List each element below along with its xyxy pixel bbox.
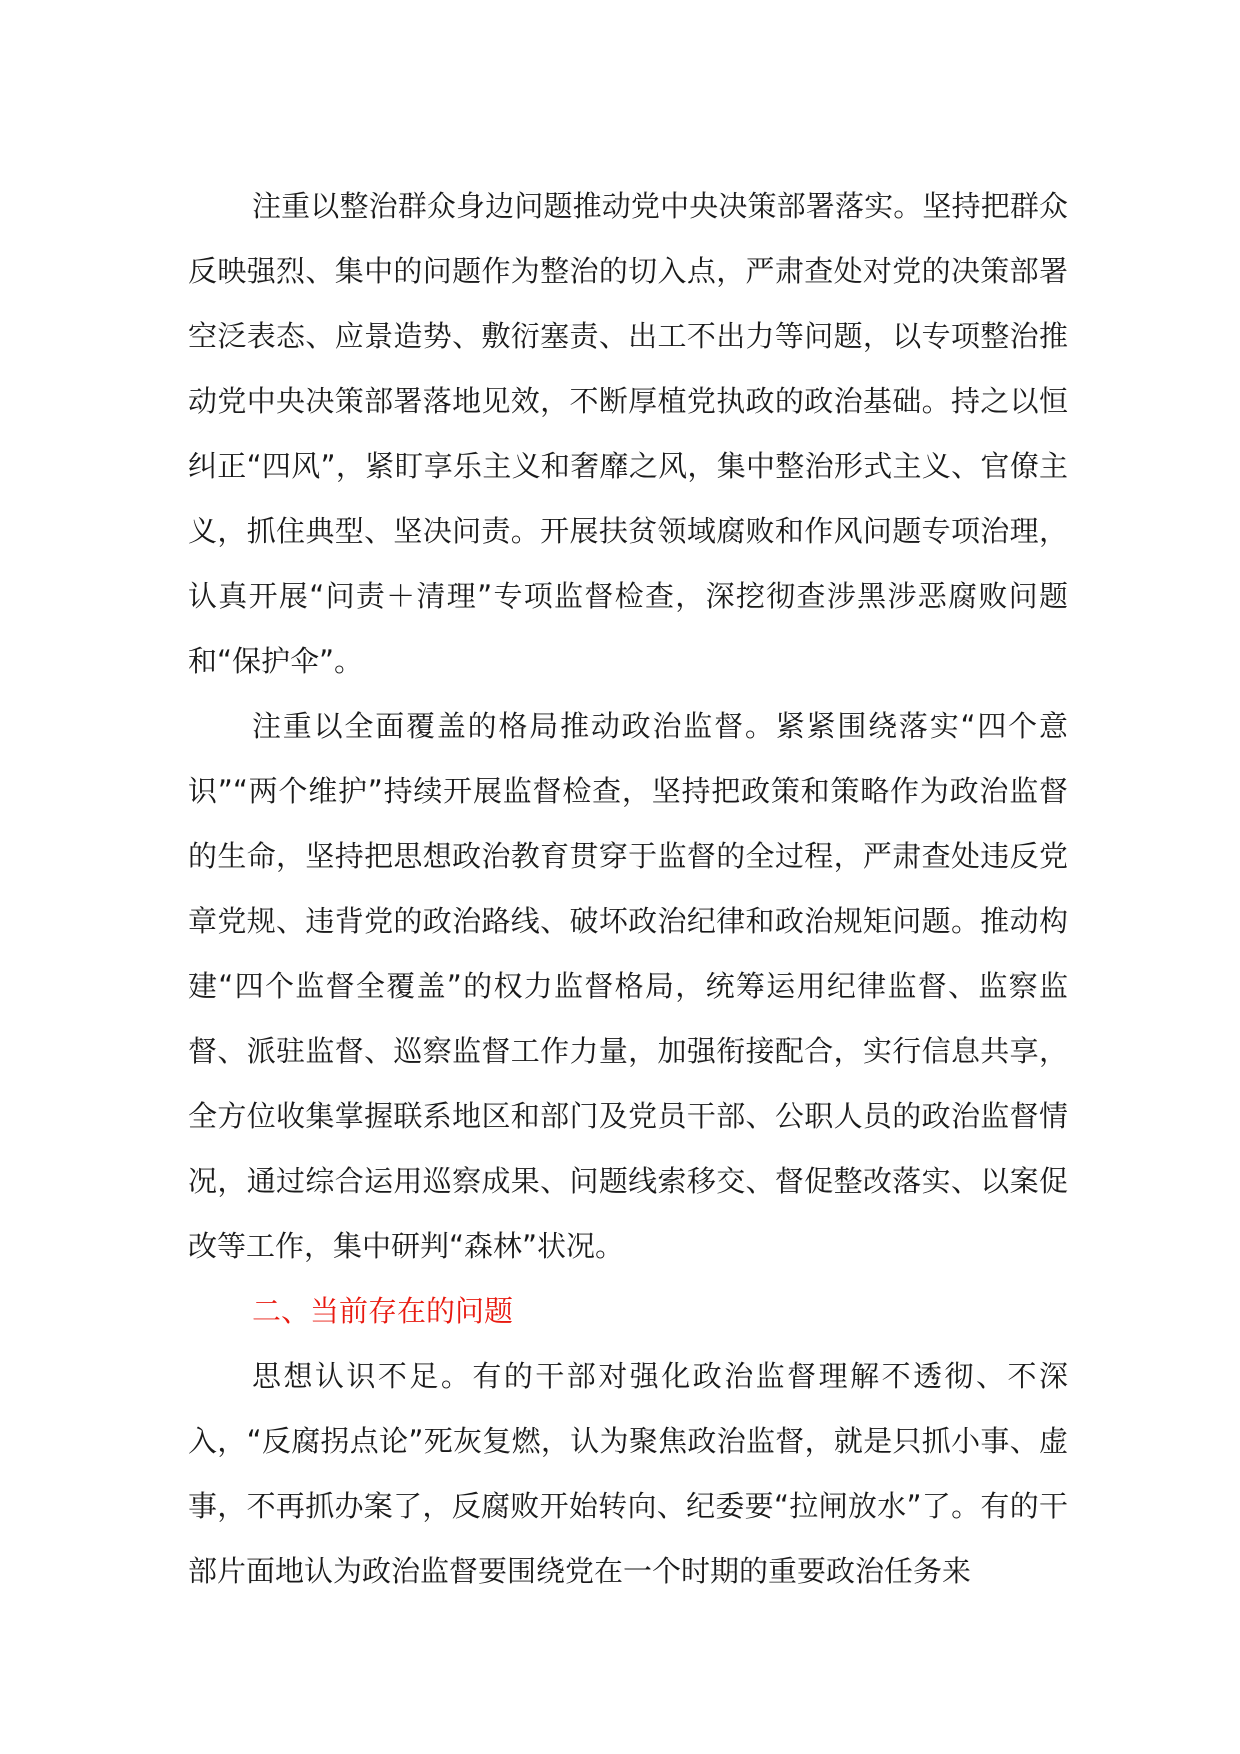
body-paragraph-1: 注重以整治群众身边问题推动党中央决策部署落实。坚持把群众反映强烈、集中的问题作为整治的切入点，严肃查处对党的决策部署空泛表态、应景造势、敷衍塞责、出工不出力等问题，以专项整治推动党中央决策部署落地见效，不断厚植党执政的政治基础。持之以恒纠正“四风”，紧盯享乐主义和奢靡之风，集中整治形式主义、官僚主义，抓住典型、坚决问责。开展扶贫领域腐败和作风问题专项治理，认真开展“问责＋清理”专项监督检查，深挖彻查涉黑涉恶腐败问题和“保护伞”。 <box>188 189 1068 678</box>
section-heading: 二、当前存在的问题 <box>252 1294 514 1328</box>
body-paragraph-3: 思想认识不足。有的干部对强化政治监督理解不透彻、不深入，“反腐拐点论”死灰复燃，认为聚焦政治监督，就是只抓小事、虚事，不再抓办案了，反腐败开始转向、纪委要“拉闸放水”了。有的干部片面地认为政治监督要围绕党在一个时期的重要政治任务来 <box>188 1359 1068 1588</box>
document-body <box>188 174 1068 1604</box>
body-paragraph-2: 注重以全面覆盖的格局推动政治监督。紧紧围绕落实“四个意识”“两个维护”持续开展监督检查，坚持把政策和策略作为政治监督的生命，坚持把思想政治教育贯穿于监督的全过程，严肃查处违反党章党规、违背党的政治路线、破坏政治纪律和政治规矩问题。推动构建“四个监督全覆盖”的权力监督格局，统筹运用纪律监督、监察监督、派驻监督、巡察监督工作力量，加强衔接配合，实行信息共享，全方位收集掌握联系地区和部门及党员干部、公职人员的政治监督情况，通过综合运用巡察成果、问题线索移交、督促整改落实、以案促改等工作，集中研判“森林”状况。 <box>188 709 1068 1263</box>
